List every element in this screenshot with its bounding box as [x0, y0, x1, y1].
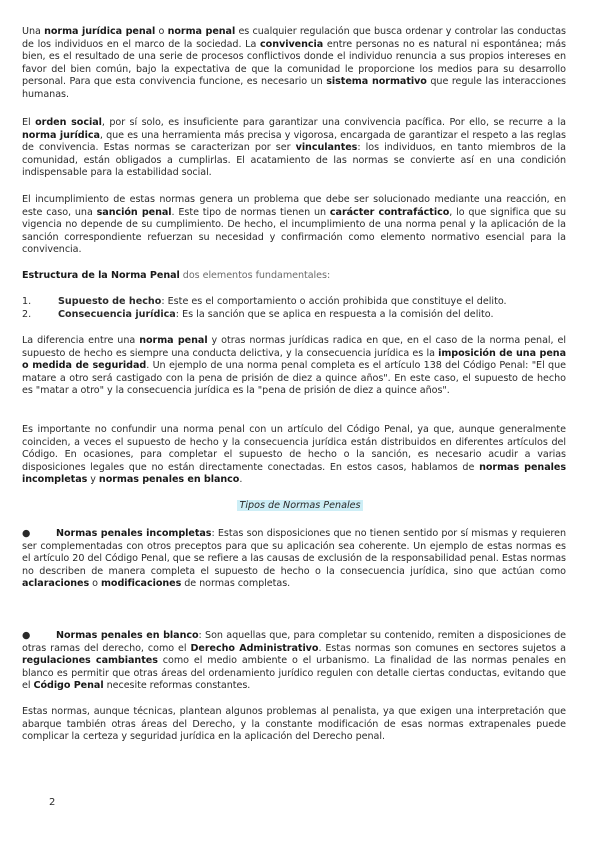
text: : Es la sanción que se aplica en respuesta a la comisión del delito. [175, 309, 494, 320]
types-heading [0, 500, 600, 513]
text: : Estas son disposiciones que no tienen sentido por sí mismas y requieren ser complementadas con otros preceptos para que su aplicación sea coherente. Un ejemplo de estas normas es el artículo 20 del Código Penal, que se refiere a las causas de exclusión de la responsabilidad penal. Estas normas no describen de manera completa el supuesto de hecho o la consecuencia jurídica, sino que actúan como [22, 528, 566, 577]
bold-term: norma penal [167, 26, 236, 37]
text: Una [22, 26, 45, 37]
bold-term: normas penales incompletas [22, 461, 566, 486]
text: entre personas no es natural ni espontánea; más bien, es el resultado de una serie de procesos conflictivos donde el individuo renuncia a sus propios intereses en favor del bien común, bajo la expectativa de que la comunidad le proporcione los medios para su desarrollo personal. Para que esta convivencia funcione, es necesario un [22, 38, 566, 88]
text: y otras normas jurídicas radica en que, en el caso de la norma penal, el supuesto de hecho es siempre una conducta delictiva, y la consecuencia jurídica es la [22, 335, 566, 359]
bold-term: norma penal [139, 335, 208, 346]
text: , lo que significa que su vigencia no depende de su cumplimiento. De hecho, el incumplimiento de una norma penal y la aplicación de la sanción correspondiente refuerzan su necesidad y confirmación como elemento normativo esencial para la convivencia. [22, 206, 566, 256]
text: El [22, 117, 36, 128]
list-number: 1. [22, 296, 32, 307]
text: y [87, 474, 99, 486]
bold-term: regulaciones cambiantes [22, 655, 158, 667]
types-heading-text: Tipos de Normas Penales [239, 500, 361, 511]
text: Es importante no confundir una norma penal con un artículo del Código Penal, ya que, aunque generalmente coinciden, a veces el supuesto de hecho y la consecuencia jurídica están distribuidos en diferentes artículos del Código. En ocasiones, para completar el supuesto de hecho o la sanción, es necesario acudir a varias disposiciones legales que no están directamente conectadas. En estos casos, hablamos de [22, 424, 566, 473]
bold-term: Código Penal [33, 680, 104, 692]
paragraph-conclusion [22, 706, 566, 744]
list-number: 2. [22, 309, 32, 320]
bold-term: carácter contrafáctico [329, 206, 450, 218]
bold-term: Normas penales en blanco [56, 630, 199, 641]
text: . Estas normas son comunes en sectores sujetos a [318, 642, 566, 654]
text: : Son aquellas que, para completar su contenido, remiten a disposiciones de otras ramas del derecho, como el [22, 630, 566, 654]
bold-term: Derecho Administrativo [190, 642, 319, 654]
text: : los individuos, en tanto miembros de la comunidad, están obligados a cumplirlas. El acatamiento de las normas se convierte así en una condición indispensable para la estabilidad social. [22, 142, 566, 179]
text: es cualquier regulación que busca ordenar y controlar las conductas de los individuos en el marco de la sociedad. La [22, 26, 566, 50]
text: La diferencia entre una [22, 335, 140, 346]
bullet-icon: ● [22, 630, 31, 641]
text: de normas completas. [181, 578, 291, 590]
structure-subtitle: dos elementos fundamentales: [179, 270, 331, 281]
bold-term: modificaciones [100, 578, 182, 590]
text: o [89, 578, 101, 590]
text: . Un ejemplo de una norma penal completa es el artículo 138 del Código Penal: "El que matare a otro será castigado con la pena de prisión de diez a quince años". En este caso, el supuesto de hecho es "matar a otro" y la consecuencia jurídica es la "pena de prisión de diez a quince años". [22, 360, 566, 397]
bold-term: imposición de una pena o medida de seguridad [22, 347, 566, 372]
text: , que es una herramienta más precisa y vigorosa, encargada de garantizar el respeto a las reglas de convivencia. Estas normas se caracterizan por ser [22, 129, 566, 154]
text: El incumplimiento de estas normas genera un problema que debe ser solucionado mediante una reacción, en este caso, una [22, 194, 566, 218]
text: , por sí solo, es insuficiente para garantizar una convivencia pacífica. Por ello, se recurre a la [101, 117, 566, 128]
bold-term: Normas penales incompletas [56, 528, 212, 539]
list-text [58, 296, 566, 309]
paragraph-orden-social [22, 117, 566, 180]
text: . [239, 474, 243, 486]
structure-heading [22, 270, 566, 283]
text: que regule las interacciones humanas. [22, 76, 566, 100]
structure-title: Estructura de la Norma Penal [22, 270, 180, 281]
bold-term: convivencia [260, 38, 324, 50]
paragraph-incumplimiento [22, 194, 566, 257]
paragraph-en-blanco [22, 630, 566, 693]
text: necesite reformas constantes. [103, 680, 251, 692]
text: . Este tipo de normas tienen un [171, 206, 330, 218]
text: o [155, 26, 168, 37]
text: como el medio ambiente o el urbanismo. La finalidad de las normas penales en blanco es permitir que otras áreas del ordenamiento jurídico regulen con detalle ciertas conductas, evitando que el [22, 655, 566, 692]
bold-term: normas penales en blanco [98, 474, 240, 486]
bold-term: vinculantes [295, 142, 358, 154]
text: Estas normas, aunque técnicas, plantean algunos problemas al penalista, ya que exigen una interpretación que abarque también otras áreas del Derecho, y la constante modificación de esas normas extrapenales puede complicar la certeza y seguridad jurídica en la aplicación del Derecho penal. [22, 706, 566, 743]
paragraph-importante [22, 424, 566, 487]
bullet-icon: ● [22, 528, 31, 539]
bold-term: norma jurídica penal [44, 26, 156, 37]
paragraph-incompletas [22, 528, 566, 591]
bold-term: orden social [35, 117, 102, 128]
page-number: 2 [49, 797, 56, 808]
bold-term: norma jurídica [22, 129, 100, 141]
bold-term: sanción penal [96, 206, 172, 218]
text: : Este es el comportamiento o acción prohibida que constituye el delito. [161, 296, 507, 307]
bold-term: Consecuencia jurídica [58, 309, 176, 320]
paragraph-intro [22, 26, 566, 102]
bold-term: aclaraciones [22, 578, 90, 590]
bold-term: sistema normativo [326, 76, 427, 88]
list-text [58, 309, 566, 322]
bold-term: Supuesto de hecho [58, 296, 162, 307]
paragraph-diferencia [22, 335, 566, 398]
